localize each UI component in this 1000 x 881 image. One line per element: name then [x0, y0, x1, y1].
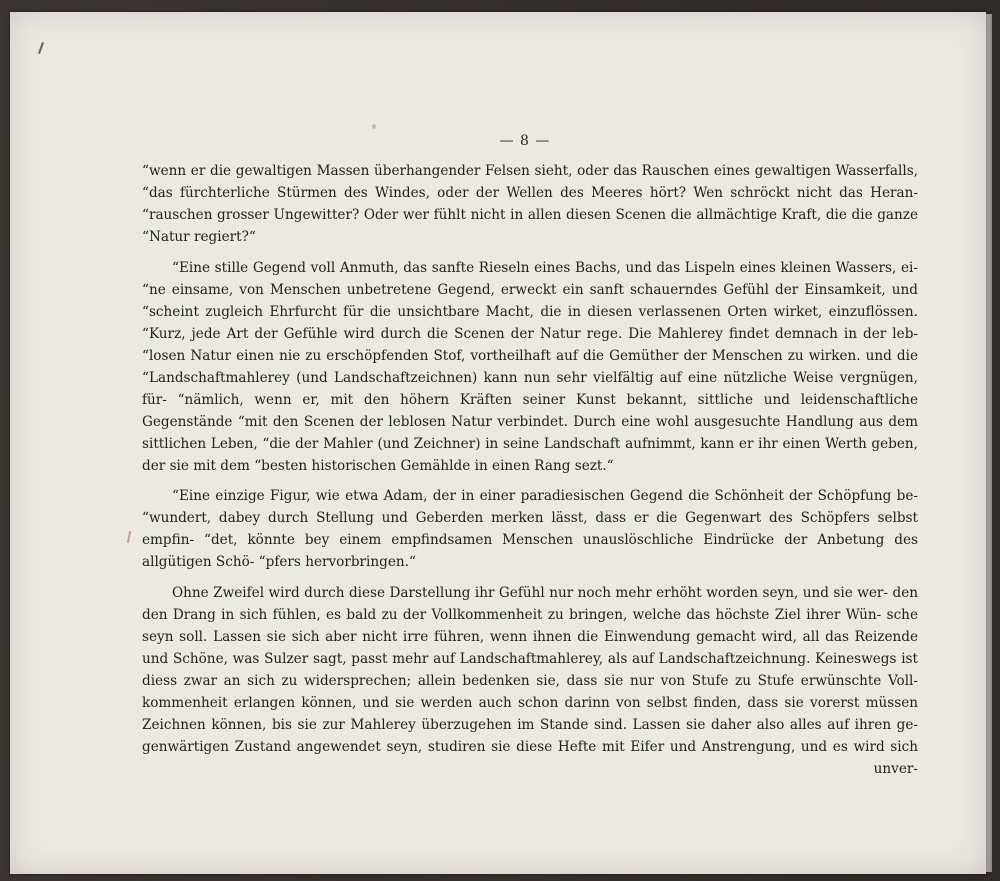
paragraph-quote-1: “wenn er die gewaltigen Massen überhangender Felsen sieht, oder das Rauschen eines gewaltigen Wasserfalls, “das fürchterliche Stürmen des Windes, oder der Wellen des Meeres hört? Wen schröckt nicht das Heran- “rauschen grosser Ungewitter? Oder wer fühlt nicht in allen diesen Scenen die allmächtige Kraft, die die ganze “Natur regiert?“: [142, 163, 918, 245]
page-number: — 8 —: [499, 133, 551, 149]
foxing-spot: [372, 124, 376, 129]
body-text: [142, 160, 918, 780]
paragraph-quote-2: “Eine stille Gegend voll Anmuth, das sanfte Rieseln eines Bachs, und das Lispeln eines kleinen Wassers, ei- “ne einsame, von Menschen unbetretene Gegend, erweckt ein sanft schauerndes Gefühl der Einsamkeit, und “scheint zugleich Ehrfurcht für die unsichtbare Macht, die in diesen verlassenen Orten wirket, einzuflössen. “Kurz, jede Art der Gefühle wird durch die Scenen der Natur rege. Die Mahlerey findet demnach in der leb- “losen Natur einen nie zu erschöpfenden Stof, vortheilhaft auf die Gemüther der Menschen zu wirken. und die “Landschaftmahlerey (und Landschaftzeichnen) kann nun sehr vielfältig auf eine nützliche Weise vergnügen, für- “nämlich, wenn er, mit den höhern Kräften seiner Kunst bekannt, sittliche und leidenschaftliche Gegenstände “mit den Scenen der leblosen Natur verbindet. Durch eine wohl ausgesuchte Handlung aus dem sittlichen Leben, “die der Mahler (und Zeichner) in seine Landschaft aufnimmt, kann er ihr einen Werth geben, der sie mit dem “besten historischen Gemählde in einen Rang sezt.“: [142, 259, 918, 474]
paragraph-quote-3: “Eine einzige Figur, wie etwa Adam, der in einer paradiesischen Gegend die Schönheit der Schöpfung be- “wundert, dabey durch Stellung und Geberden merken lässt, dass er die Gegenwart des Schöpfers selbst empfin- “det, könnte bey einem empfindsamen Menschen unauslöschliche Eindrücke der Anbetung des allgütigen Schö- “pfers hervorbringen.“: [142, 488, 918, 570]
paragraph-body: Ohne Zweifel wird durch diese Darstellung ihr Gefühl nur noch mehr erhöht worden seyn, und sie wer- den den Drang in sich fühlen, es bald zu der Vollkommenheit zu bringen, welche das höchste Ziel ihrer Wün- sche seyn soll. Lassen sie sich aber nicht irre führen, wenn ihnen die Einwendung gemacht wird, all das Reizende und Schöne, was Sulzer sagt, passt mehr auf Landschaftmahlerey, als auf Landschaftzeichnung. Keineswegs ist diess zwar an sich zu widersprechen; allein bedenken sie, dass sie nur von Stufe zu Stufe erwünschte Voll- kommenheit erlangen können, und sie werden auch schon darinn von selbst finden, dass sie vorerst müssen Zeichnen können, bis sie zur Mahlerey überzugehen im Stande sind. Lassen sie daher also alles auf ihren ge- genwärtigen Zustand angewendet seyn, studiren sie diese Hefte mit Eifer und Anstrengung, und es wird sich unver-: [142, 584, 918, 777]
